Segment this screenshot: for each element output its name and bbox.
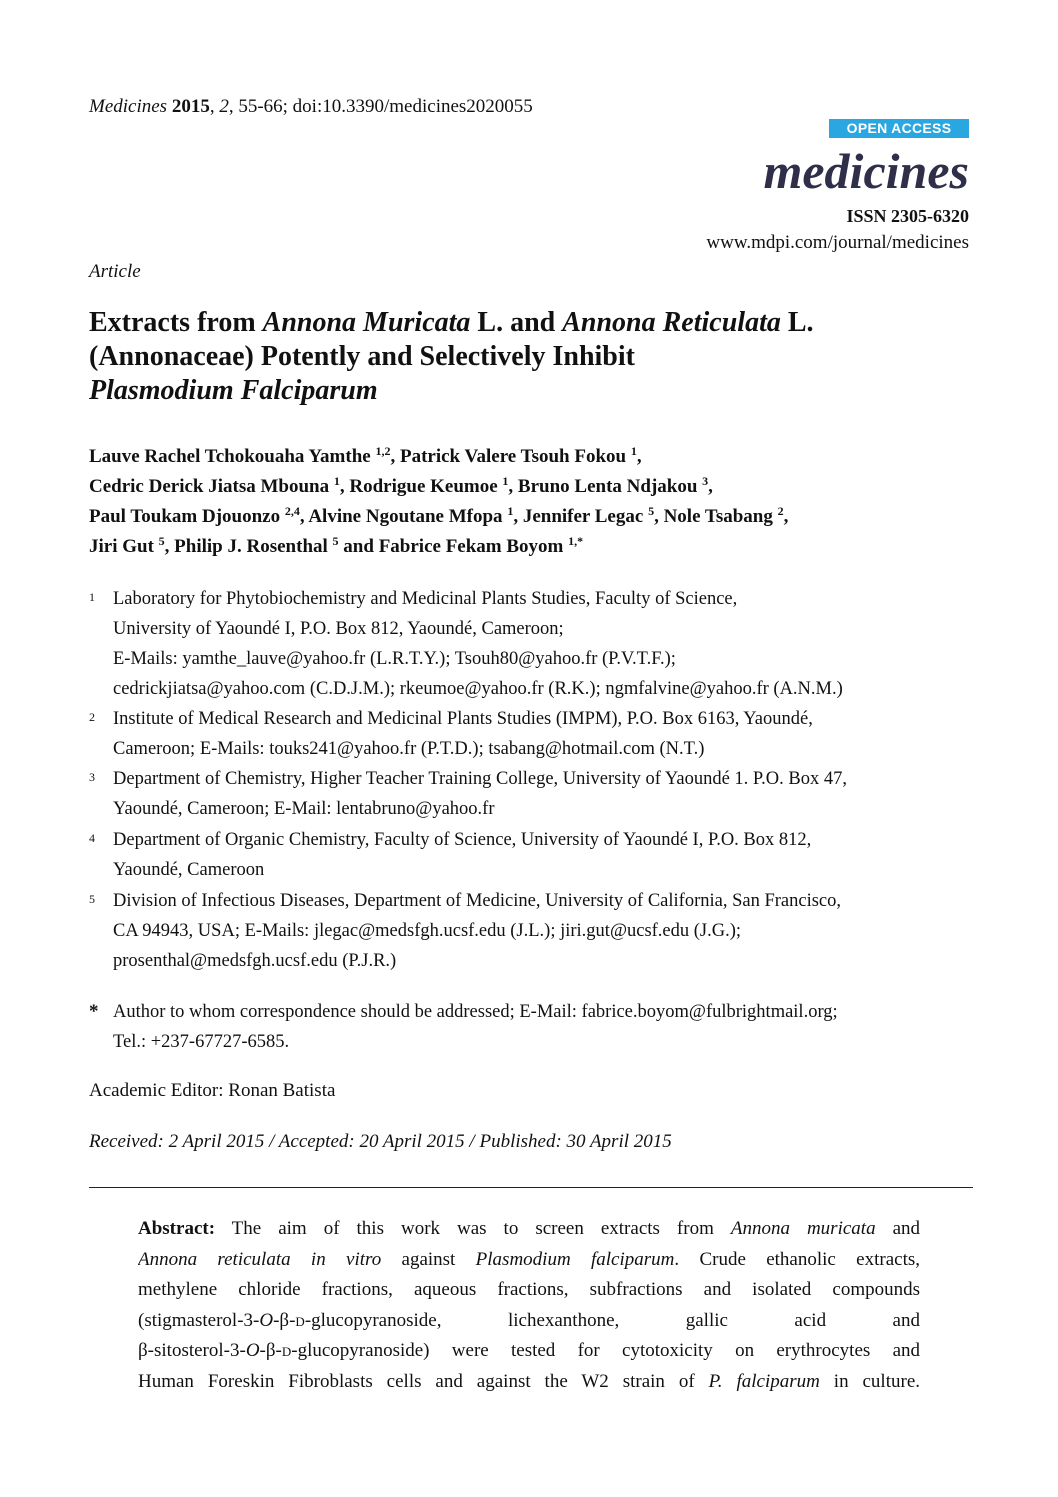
authors-and: and (343, 536, 379, 557)
publication-dates: Received: 2 April 2015 / Accepted: 20 April 2015 / Published: 30 April 2015 (89, 1131, 672, 1152)
affiliation-mark: 2 (89, 710, 95, 724)
author-affiliation: 3 (702, 474, 709, 488)
abstract-line: Annona reticulata in vitro against Plasmodium falciparum. Crude ethanolic extracts, (138, 1248, 920, 1270)
citation-volume: 2 (219, 96, 229, 117)
abstract-line: Human Foreskin Fibroblasts cells and against the W2 strain of P. falciparum in culture. (138, 1370, 920, 1392)
correspondence-line: Tel.: +237-67727-6585. (113, 1032, 290, 1052)
abstract-line: methylene chloride fractions, aqueous fractions, subfractions and isolated compounds (138, 1279, 920, 1300)
author-line: Cedric Derick Jiatsa Mbouna $^1$, Rodrigue Keumoe $^1$, Bruno Lenta Ndjakou $^3$, (89, 474, 713, 497)
author-name: Alvine Ngoutane Mfopa (308, 506, 503, 527)
affiliation-line: Laboratory for Phytobiochemistry and Medicinal Plants Studies, Faculty of Science, (113, 589, 738, 609)
author-name: Jennifer Legac (522, 506, 644, 527)
affiliation-line: Institute of Medical Research and Medicinal Plants Studies (IMPM), P.O. Box 6163, Yaoundé, (113, 709, 813, 729)
section-divider (89, 1187, 973, 1188)
article-type: Article (89, 261, 141, 282)
journal-logo: medicines (763, 143, 969, 199)
author-affiliation: 1 (630, 444, 637, 458)
author-line: Paul Toukam Djouonzo $^{2,4}$, Alvine Ngoutane Mfopa $^1$, Jennifer Legac $^5$, Nole Tsabang $^2$, (89, 504, 789, 527)
author-line: Jiri Gut $^5$, Philip J. Rosenthal $^5$ and Fabrice Fekam Boyom $^{1,*}$ (89, 534, 584, 557)
title-line-3: Plasmodium Falciparum (89, 375, 378, 406)
author-name: Fabrice Fekam Boyom (378, 536, 564, 557)
author-affiliation: 5 (158, 534, 165, 548)
abstract-line: Abstract: The aim of this work was to screen extracts from Annona muricata and (138, 1218, 920, 1239)
open-access-badge: OPEN ACCESS (829, 119, 969, 138)
author-name: Rodrigue Keumoe (349, 476, 498, 497)
affiliation-mark: 5 (89, 892, 95, 906)
abstract-label: Abstract: (138, 1218, 216, 1239)
affiliation-line: Yaoundé, Cameroon; E-Mail: lentabruno@yahoo.fr (113, 799, 495, 819)
citation-line: Medicines 2015, 2, 55-66; doi:10.3390/medicines2020055 (89, 96, 533, 117)
author-name: Lauve Rachel Tchokouaha Yamthe (89, 446, 371, 467)
author-affiliation: 1,2 (375, 444, 391, 458)
correspondence-line: Author to whom correspondence should be addressed; E-Mail: fabrice.boyom@fulbrightmail.org; (113, 1002, 838, 1022)
author-name: Jiri Gut (89, 536, 154, 557)
abstract (138, 1214, 920, 1397)
author-name: Cedric Derick Jiatsa Mbouna (89, 476, 330, 497)
author-name: Philip J. Rosenthal (174, 536, 328, 557)
affiliation-line: CA 94943, USA; E-Mails: jlegac@medsfgh.ucsf.edu (J.L.); jiri.gut@ucsf.edu (J.G.); (113, 921, 742, 941)
author-list (89, 442, 979, 562)
title-line-2: (Annonaceae) Potently and Selectively Inhibit (89, 341, 635, 372)
author-name: Bruno Lenta Ndjakou (517, 476, 698, 497)
author-line: Lauve Rachel Tchokouaha Yamthe $^{1,2}$, Patrick Valere Tsouh Fokou $^1$, (89, 444, 642, 467)
affiliation-line: Cameroon; E-Mails: touks241@yahoo.fr (P.T.D.); tsabang@hotmail.com (N.T.) (113, 739, 705, 759)
affiliation-mark: 4 (89, 831, 95, 845)
affiliation-line: University of Yaoundé I, P.O. Box 812, Yaoundé, Cameroon; (113, 619, 564, 639)
affiliation-mark: 3 (89, 770, 95, 784)
affiliation-line: Department of Organic Chemistry, Faculty of Science, University of Yaoundé I, P.O. Box 812, (113, 830, 812, 850)
author-affiliation: 1 (333, 474, 340, 488)
citation-journal: Medicines (89, 96, 168, 117)
citation-year: 2015 (171, 96, 210, 117)
author-name: Nole Tsabang (663, 506, 773, 527)
affiliation-line: Department of Chemistry, Higher Teacher Training College, University of Yaoundé 1. P.O. Box 47, (113, 769, 847, 789)
paper-title (89, 306, 979, 408)
title-line-1: Extracts from Annona Muricata L. and Annona Reticulata L. (89, 307, 814, 338)
academic-editor: Academic Editor: Ronan Batista (89, 1080, 336, 1101)
affiliation-line: cedrickjiatsa@yahoo.com (C.D.J.M.); rkeumoe@yahoo.fr (R.K.); ngmfalvine@yahoo.fr (A.N.M.) (113, 679, 843, 699)
author-name: Paul Toukam Djouonzo (89, 506, 281, 527)
correspondence-mark: * (89, 1001, 99, 1022)
author-affiliation: 1 (507, 504, 514, 518)
author-name: Patrick Valere Tsouh Fokou (399, 446, 627, 467)
issn: ISSN 2305-6320 (846, 206, 969, 226)
affiliation-mark: 1 (89, 590, 95, 604)
affiliation-line: Yaoundé, Cameroon (113, 860, 265, 880)
citation-pages-doi: , 55-66; doi:10.3390/medicines2020055 (228, 96, 533, 117)
author-affiliation: 1,* (568, 534, 584, 548)
author-affiliation: 5 (648, 504, 655, 518)
author-affiliation: 1 (502, 474, 509, 488)
author-affiliation: 5 (332, 534, 339, 548)
abstract-line: (stigmasterol-3-O-β-d-glucopyranoside, lichexanthone, gallic acid and (138, 1309, 920, 1331)
author-affiliation: 2,4 (284, 504, 300, 518)
affiliation-line: E-Mails: yamthe_lauve@yahoo.fr (L.R.T.Y.); Tsouh80@yahoo.fr (P.V.T.F.); (113, 649, 676, 669)
author-affiliation: 2 (777, 504, 784, 518)
abstract-line: β-sitosterol-3-O-β-d-glucopyranoside) were tested for cytotoxicity on erythrocytes and (138, 1340, 920, 1361)
affiliation-line: Division of Infectious Diseases, Department of Medicine, University of California, San Francisco, (113, 891, 842, 911)
journal-url[interactable]: www.mdpi.com/journal/medicines (706, 232, 969, 253)
affiliation-line: prosenthal@medsfgh.ucsf.edu (P.J.R.) (113, 951, 397, 971)
